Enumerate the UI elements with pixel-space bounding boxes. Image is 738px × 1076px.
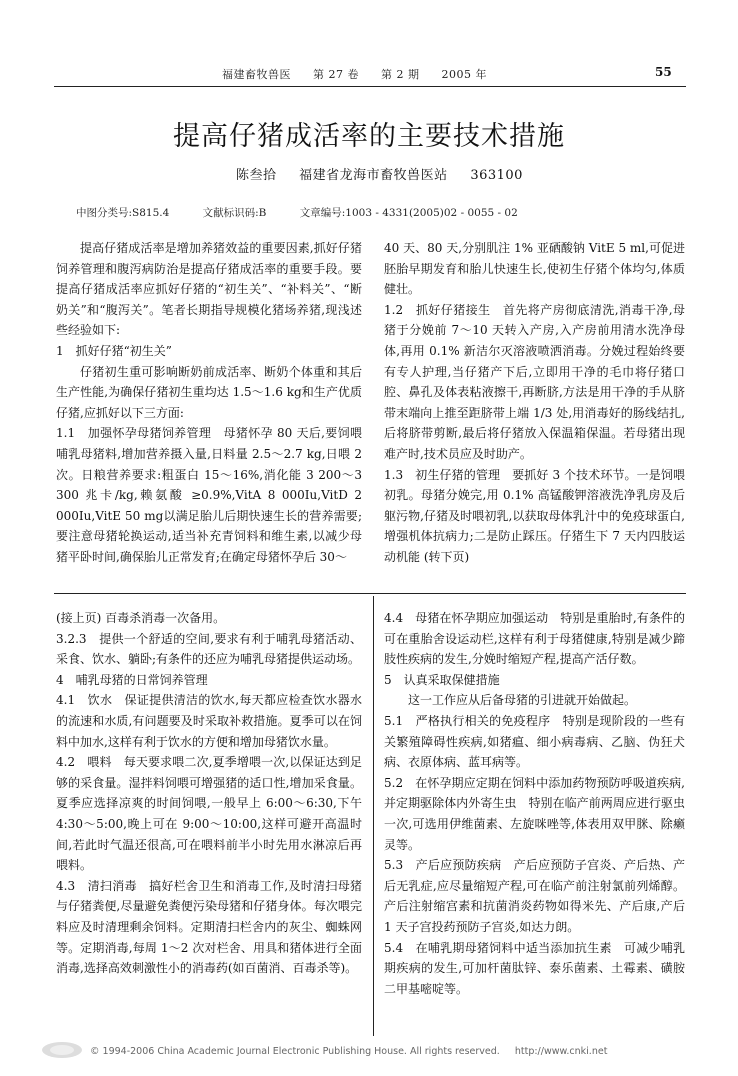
author-line	[236, 164, 541, 183]
paragraph: 1.1 加强怀孕母猪饲养管理 母猪怀孕 80 天后,要饲喂哺乳母猪料,增加营养摄入量,日料量 2.5～2.7 kg,日喂 2 次。日粮营养要求:粗蛋白 15～16%,消化能 3 200～3 300 兆卡/kg,赖氨酸 ≥0.9%,VitA 8 000Iu,VitD 2 000Iu,VitE 50 mg以满足胎儿后期快速生长的营养需要;要注意母猪轮换运动,适当补充青饲料和维生素,以减少母猪平卧时间,确保胎儿正常发育;在确定母猪怀孕后 30～	[56, 426, 362, 564]
paragraph: 仔猪初生重可影响断奶前成活率、断奶个体重和其后生产性能,为确保仔猪初生重均达 1.5～1.6 kg和生产优质仔猪,应抓好以下三方面:	[56, 364, 362, 420]
class-number: 中图分类号:S815.4	[76, 207, 170, 219]
article-title: 提高仔猪成活率的主要技术措施	[173, 121, 565, 152]
section-heading: 1 抓好仔猪“初生关”	[56, 343, 172, 358]
paragraph: 4.4 母猪在怀孕期应加强运动 特别是重胎时,有条件的可在重胎舍设运动栏,这样有利于母猪健康,特别是减少蹄肢性疾病的发生,分娩时缩短产程,提高产活仔数。	[384, 611, 685, 667]
document-code: 文献标识码:B	[202, 207, 267, 219]
running-header	[222, 66, 505, 82]
journal-volume: 第 27 卷	[313, 68, 359, 81]
page-number: 55	[655, 65, 672, 79]
paragraph: 1.2 抓好仔猪接生 首先将产房彻底清洗,消毒干净,母猪于分娩前 7～10 天转入产房,入产房前用清水洗净母体,再用 0.1% 新洁尔灭溶液喷洒消毒。分娩过程始终要有专人护理,当仔猪产下后,立即用干净的毛巾将仔猪口腔、鼻孔及体表粘液擦干,再断脐,方法是用干净的手从脐带末端向上推至距脐带上端 1/3 处,用消毒好的肠线结扎,后将脐带剪断,最后将仔猪放入保温箱保温。若母猪出现难产时,技术员应及时助产。	[384, 302, 685, 461]
column-divider	[373, 596, 374, 1036]
paragraph: 4.1 饮水 保证提供清洁的饮水,每天都应检查饮水器水的流速和水质,有问题要及时采取补救措施。夏季可以在饲料中加水,这样有利于饮水的方便和增加母猪饮水量。	[56, 693, 362, 749]
footer-url[interactable]: http://www.cnki.net	[514, 1046, 608, 1057]
section-heading: 5 认真采取保健措施	[384, 672, 500, 687]
article-number: 文章编号:1003 - 4331(2005)02 - 0055 - 02	[299, 207, 518, 219]
journal-issue: 第 2 期	[381, 68, 420, 81]
column-2	[384, 238, 685, 568]
section-heading: 4 哺乳母猪的日常饲养管理	[56, 672, 208, 687]
article-meta	[76, 205, 548, 220]
column-3	[56, 608, 362, 979]
paragraph: 40 天、80 天,分别肌注 1% 亚硒酸钠 VitE 5 ml,可促进胚胎早期发育和胎儿快速生长,使初生仔猪个体均匀,体质健壮。	[384, 241, 685, 297]
author-name: 陈叁拾	[236, 168, 277, 183]
cnki-logo-icon	[40, 1040, 84, 1060]
column-4	[384, 608, 685, 999]
paragraph: 5.3 产后应预防疾病 产后应预防子宫炎、产后热、产后无乳症,应尽量缩短产程,可在临产前注射氯前列烯醇。产后注射缩宫素和抗菌消炎药物如得米先、产后康,产后 1 天子宫投药预防子宫炎,如达力朗。	[384, 858, 685, 934]
paragraph: 5.4 在哺乳期母猪饲料中适当添加抗生素 可减少哺乳期疾病的发生,可加杆菌肽锌、泰乐菌素、土霉素、磺胺二甲基嘧啶等。	[384, 940, 685, 996]
section-divider	[54, 593, 686, 594]
footer	[90, 1046, 619, 1057]
author-affiliation: 福建省龙海市畜牧兽医站	[299, 168, 448, 183]
paragraph: 4.2 喂料 每天要求喂二次,夏季增喂一次,以保证达到足够的采食量。湿拌料饲喂可增强猪的适口性,增加采食量。夏季应选择凉爽的时间饲喂,一般早上 6:00～6:30,下午 4:30～5:00,晚上可在 9:00～10:00,这样可避开高温时间,若此时气温还很高,可在喂料前半小时先用水淋凉后再喂料。	[56, 755, 362, 873]
paragraph: 1.3 初生仔猪的管理 要抓好 3 个技术环节。一是饲喂初乳。母猪分娩完,用 0.1% 高锰酸钾溶液洗净乳房及后躯污物,仔猪及时喂初乳,以获取母体乳汁中的免疫球蛋白,增强机体抗病力;二是防止踩压。仔猪生下 7 天内四肢运动机能 (转下页)	[384, 467, 685, 564]
paragraph: 这一工作应从后备母猪的引进就开始做起。	[408, 693, 637, 708]
postcode: 363100	[470, 168, 523, 183]
paragraph: 5.1 严格执行相关的免疫程序 特别是现阶段的一些有关繁殖障碍性疾病,如猪瘟、细小病毒病、乙脑、伪狂犬病、衣原体病、蓝耳病等。	[384, 713, 685, 770]
paragraph: 提高仔猪成活率是增加养猪效益的重要因素,抓好仔猪饲养管理和腹泻病防治是提高仔猪成活率的重要手段。要提高仔猪成活率应抓好仔猪的“初生关”、“补料关”、“断奶关”和“腹泻关”。笔者长期指导规模化猪场养猪,现浅述些经验如下:	[56, 241, 362, 338]
paragraph: 5.2 在怀孕期应定期在饲料中添加药物预防呼吸道疾病,并定期驱除体内外寄生虫 特别在临产前两周应进行驱虫一次,可选用伊维菌素、左旋咪唑等,体表用双甲脒、除癞灵等。	[384, 775, 685, 852]
paragraph: 3.2.3 提供一个舒适的空间,要求有利于哺乳母猪活动、采食、饮水、躺卧;有条件的还应为哺乳母猪提供运动场。	[56, 631, 362, 667]
column-1	[56, 238, 362, 568]
paragraph: 4.3 清扫消毒 搞好栏舍卫生和消毒工作,及时清扫母猪与仔猪粪便,尽量避免粪便污染母猪和仔猪身体。每次喂完料应及时清理剩余饲料。定期清扫栏舍内的灰尘、蜘蛛网等。定期消毒,每周 1～2 次对栏舍、用具和猪体进行全面消毒,选择高效刺激性小的消毒药(如百菌消、百毒杀等)。	[56, 878, 362, 976]
journal-name: 福建畜牧兽医	[222, 68, 291, 81]
copyright-text: © 1994-2006 China Academic Journal Electronic Publishing House. All rights reserved.	[90, 1046, 500, 1057]
journal-year: 2005 年	[441, 68, 487, 81]
paragraph: (接上页) 百毒杀消毒一次备用。	[56, 611, 226, 625]
header-rule	[54, 86, 686, 87]
